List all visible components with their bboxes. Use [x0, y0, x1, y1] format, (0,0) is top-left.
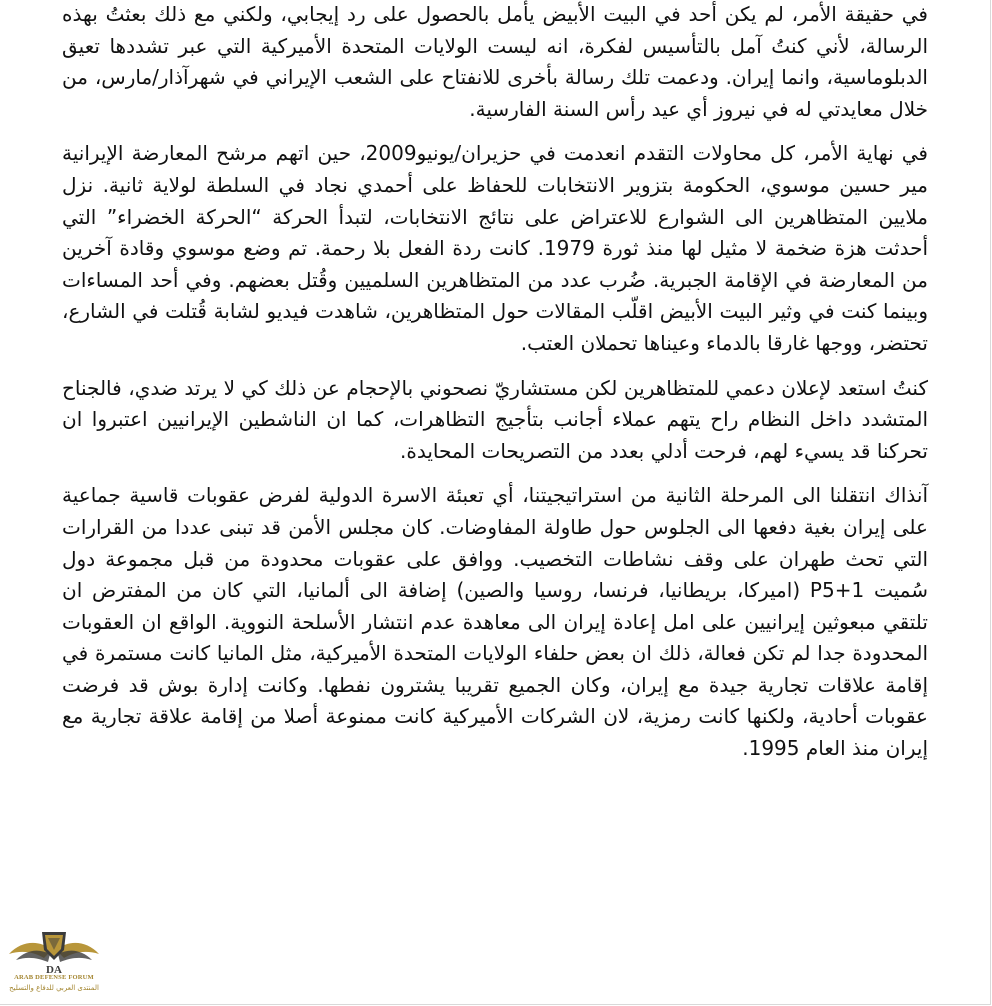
- forum-name-english: ARAB DEFENSE FORUM: [14, 974, 94, 981]
- article-paragraph-3: كنتُ استعد لإعلان دعمي للمتظاهرين لكن مستشاريّ نصحوني بالإحجام عن ذلك كي لا يرتد ضدي، فالجناح المتشدد داخل النظام راح يتهم عملاء أجانب بتأجيج التظاهرات، كما ان الناشطين الإيرانيين اعتبروا ان تحركنا قد يسيء لهم، فرحت أدلي بعدد من التصريحات المحايدة.: [62, 375, 928, 463]
- article-paragraph-2: في نهاية الأمر، كل محاولات التقدم انعدمت في حزيران/يونيو2009، حين اتهم مرشح المعارضة الإيرانية مير حسين موسوي، الحكومة بتزوير الانتخابات للحفاظ على أحمدي نجاد في السلطة لولاية ثانية. نزل ملايين المتظاهرين الى الشوارع للاعتراض على نتائج الانتخابات، لتبدأ الحركة “الحركة الخضراء” التي أحدثت هزة ضخمة لا مثيل لها منذ ثورة 1979. كانت ردة الفعل بلا رحمة. تم وضع موسوي وقادة آخرين من المعارضة في الإقامة الجبرية. ضُرب عدد من المتظاهرين السلميين وقُتل بعضهم. وفي أحد المساءات وبينما كنت في وثير البيت الأبيض اقلّب المقالات حول المتظاهرين، شاهدت فيديو لشابة قُتلت في الشارع، تحتضر، ووجها غارقا بالدماء وعيناها تحملان العتب.: [62, 141, 928, 355]
- forum-name-arabic: المنتدى العربي للدفاع والتسليح: [9, 984, 99, 992]
- article-body: [62, 0, 928, 778]
- arab-defense-forum-watermark: [4, 920, 104, 1004]
- forum-emblem-icon: [4, 920, 104, 976]
- svg-text:DA: DA: [46, 964, 62, 976]
- article-paragraph-1: في حقيقة الأمر، لم يكن أحد في البيت الأبيض يأمل بالحصول على رد إيجابي، ولكني مع ذلك بعثتُ بهذه الرسالة، لأني كنتُ آمل بالتأسيس لفكرة، انه ليست الولايات المتحدة الأميركية التي عبر تشددها تعيق الدبلوماسية، وانما إيران. ودعمت تلك رسالة بأخرى للانفتاح على الشعب الإيراني في شهرآذار/مارس، من خلال معايدتي له في نيروز أي عيد رأس السنة الفارسية.: [62, 2, 928, 121]
- article-paragraph-4: آنذاك انتقلنا الى المرحلة الثانية من استراتيجيتنا، أي تعبئة الاسرة الدولية لفرض عقوبات قاسية جماعية على إيران بغية دفعها الى الجلوس حول طاولة المفاوضات. كان مجلس الأمن قد تبنى عددا من القرارات التي تحث طهران على وقف نشاطات التخصيب. ووافق على عقوبات محدودة من قبل مجموعة دول سُميت P5+1 (اميركا، بريطانيا، فرنسا، روسيا والصين) إضافة الى ألمانيا، التي كان من المفترض ان تلتقي مبعوثين إيرانيين على امل إعادة إيران الى معاهدة عدم انتشار الأسلحة النووية. الواقع ان العقوبات المحدودة جدا لم تكن فعالة، ذلك ان بعض حلفاء الولايات المتحدة الأميركية، مثل المانيا كانت مستمرة في إقامة علاقات تجارية جيدة مع إيران، وكان الجميع تقريبا يشترون نفطها. وكانت إدارة بوش قد فرضت عقوبات أحادية، ولكنها كانت رمزية، لان الشركات الأميركية كانت ممنوعة أصلا من إقامة علاقة تجارية مع إيران منذ العام 1995.: [62, 483, 928, 761]
